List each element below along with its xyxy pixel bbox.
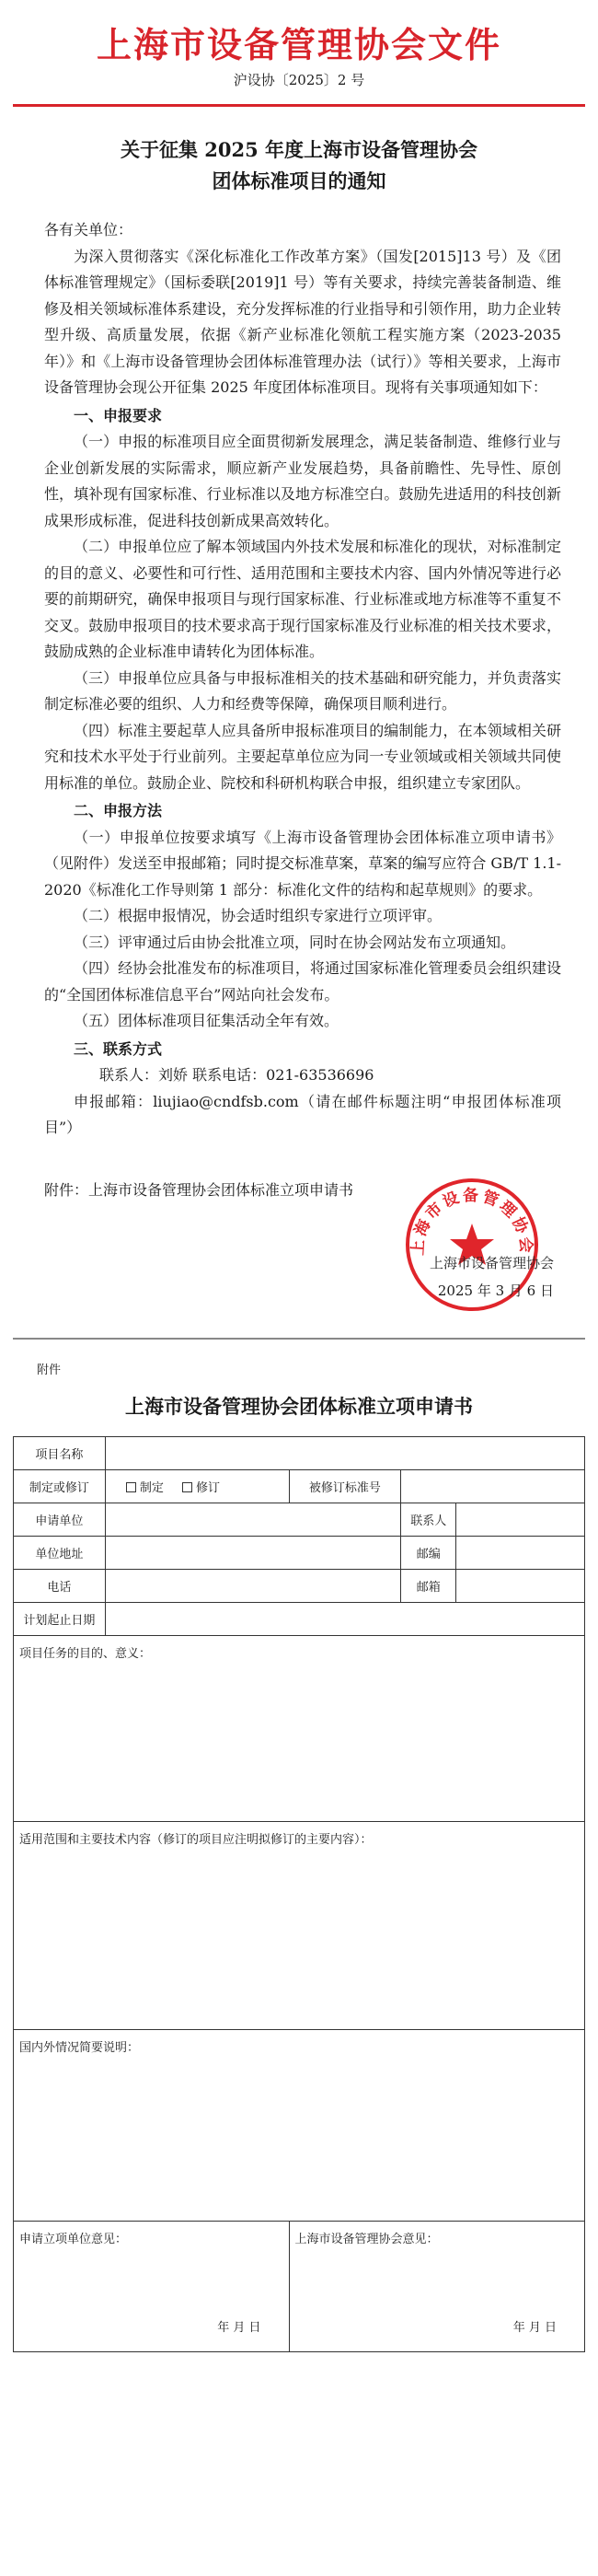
form-row (14, 1503, 585, 1536)
form-label: 邮编 (401, 1536, 456, 1569)
postcode-field[interactable] (456, 1536, 585, 1569)
form-label: 申请单位 (14, 1503, 106, 1536)
schedule-field[interactable] (105, 1602, 584, 1635)
applicant-field[interactable] (105, 1503, 400, 1536)
section-heading-requirements: 一、申报要求 (74, 406, 163, 424)
contact-person-line: 联系人：刘娇 联系电话：021-63536696 (99, 1066, 374, 1084)
status-label: 国内外情况简要说明： (19, 2040, 140, 2055)
form-label: 联系人 (401, 1503, 456, 1536)
option-label: 制定 (139, 1480, 164, 1495)
form-label: 计划起止日期 (14, 1602, 106, 1635)
applicant-opinion-label: 申请立项单位意见： (19, 2232, 128, 2246)
phone-field[interactable] (105, 1569, 400, 1602)
section-heading-contact: 三、联系方式 (74, 1039, 163, 1058)
purpose-label: 项目任务的目的、意义： (19, 1646, 152, 1661)
form-row (14, 1436, 585, 1469)
form-label: 邮箱 (401, 1569, 456, 1602)
method-item: （二）根据申报情况，协会适时组织专家进行立项评审。 (74, 907, 443, 924)
requirement-item: （三）申报单位应具备与申报标准相关的技术基础和研究能力，并负责落实制定标准必要的组织、人力和经费等保障，确保项目顺利进行。 (44, 668, 561, 713)
document-banner: 上海市设备管理协会文件 (96, 25, 501, 65)
address-field[interactable] (105, 1536, 400, 1569)
form-label: 被修订标准号 (289, 1469, 401, 1503)
contact-person-field[interactable] (456, 1503, 585, 1536)
requirement-item: （二）申报单位应了解本领域国内外技术发展和标准化的现状，对标准制定的目的意义、必要性和可行性、适用范围和主要技术内容、国内外情况等进行必要的前期研究，确保申报项目与现行国家标准、行业标准或地方标准等不重复不交叉。鼓励申报项目的技术要求高于现行国家标准及行业标准的相关技术要求，鼓励成熟的企业标准申请转化为团体标准。 (44, 538, 561, 660)
email-field[interactable] (456, 1569, 585, 1602)
issue-date: 2025 年 3 月 6 日 (437, 1282, 554, 1299)
notice-title (0, 134, 598, 197)
notice-title-line2: 团体标准项目的通知 (212, 169, 386, 192)
red-divider (13, 104, 585, 107)
contact-email-line: 申报邮箱：liujiao@cndfsb.com（请在邮件标题注明“申报团体标准项目”） (44, 1092, 561, 1136)
requirement-item: （一）申报的标准项目应全面贯彻新发展理念，满足装备制造、维修行业与企业创新发展的实际需求，顺应新产业发展趋势，具备前瞻性、先导性、原创性，填补现有国家标准、行业标准以及地方标准空白。鼓励先进适用的科技创新成果形成标准，促进科技创新成果高效转化。 (44, 433, 561, 529)
application-form (13, 1436, 585, 2352)
status-field[interactable] (14, 2029, 585, 2221)
form-row (14, 1469, 585, 1503)
association-opinion-label: 上海市设备管理协会意见： (294, 2232, 439, 2246)
intro-paragraph: 为深入贯彻落实《深化标准化工作改革方案》（国发[2015]13 号）及《团体标准管理规定》（国标委联[2019]1 号）等有关要求，持续完善装备制造、维修及相关领域标准体系建设，充分发挥标准的行业指导和引领作用，助力企业转型升级、高质量发展，依据《新产业标准化领航工程实施方案（2023-2035 年）》和《上海市设备管理协会团体标准管理办法（试行）》等相关要求，上海市设备管理协会现公开征集 2025 年度团体标准项目。现将有关事项通知如下： (44, 247, 561, 396)
method-item: （四）经协会批准发布的标准项目，将通过国家标准化管理委员会组织建设的“全国团体标准信息平台”网站向社会发布。 (44, 959, 561, 1004)
form-row (14, 2029, 585, 2221)
notice-body (0, 217, 598, 1142)
signature-block (0, 1185, 598, 1323)
form-row (14, 1536, 585, 1569)
checkbox-new[interactable] (126, 1482, 136, 1492)
method-item: （三）评审通过后由协会批准立项，同时在协会网站发布立项通知。 (74, 933, 516, 951)
purpose-field[interactable] (14, 1635, 585, 1821)
form-row (14, 1569, 585, 1602)
form-title: 上海市设备管理协会团体标准立项申请书 (125, 1395, 473, 1418)
notice-title-line1: 关于征集 2025 年度上海市设备管理协会 (120, 138, 478, 161)
form-row (14, 2221, 585, 2351)
method-item: （五）团体标准项目征集活动全年有效。 (74, 1012, 339, 1029)
attachment-note: 附件：上海市设备管理协会团体标准立项申请书 (44, 1180, 354, 1199)
form-label: 电话 (14, 1569, 106, 1602)
association-opinion-date: 年 月 日 (512, 2320, 557, 2335)
form-row (14, 1821, 585, 2029)
applicant-opinion-date: 年 月 日 (217, 2320, 261, 2335)
revised-standard-field[interactable] (401, 1469, 585, 1503)
seal-text: 上海市设备管理协会 (408, 1186, 535, 1256)
page-divider (13, 1338, 585, 1340)
applicant-opinion-field[interactable] (14, 2221, 290, 2351)
scope-label: 适用范围和主要技术内容（修订的项目应注明拟修订的主要内容）： (19, 1832, 373, 1847)
form-label: 项目名称 (14, 1436, 106, 1469)
requirement-item: （四）标准主要起草人应具备所申报标准项目的编制能力，在本领域相关研究和技术水平处于行业前列。主要起草单位应为同一专业领域或相关领域共同使用标准的单位。鼓励企业、院校和科研机构联合申报，组织建立专家团队。 (44, 721, 561, 792)
form-row (14, 1602, 585, 1635)
scope-field[interactable] (14, 1821, 585, 2029)
type-options (105, 1469, 289, 1503)
salutation: 各有关单位： (44, 221, 133, 238)
section-heading-method: 二、申报方法 (74, 802, 163, 819)
association-opinion-field[interactable] (289, 2221, 584, 2351)
project-name-field[interactable] (105, 1436, 584, 1469)
form-label: 制定或修订 (14, 1469, 106, 1503)
checkbox-revise[interactable] (182, 1482, 192, 1492)
option-label: 修订 (196, 1480, 221, 1495)
document-number: 沪设协〔2025〕2 号 (233, 72, 365, 88)
form-label: 单位地址 (14, 1536, 106, 1569)
method-item: （一）申报单位按要求填写《上海市设备管理协会团体标准立项申请书》（见附件）发送至申报邮箱；同时提交标准草案，草案的编写应符合 GB/T 1.1-2020《标准化工作导则第 1 部分：标准化文件的结构和起草规则》的要求。 (44, 828, 561, 899)
attachment-label: 附件 (37, 1363, 62, 1377)
form-row (14, 1635, 585, 1821)
issuer-name: 上海市设备管理协会 (429, 1254, 554, 1271)
